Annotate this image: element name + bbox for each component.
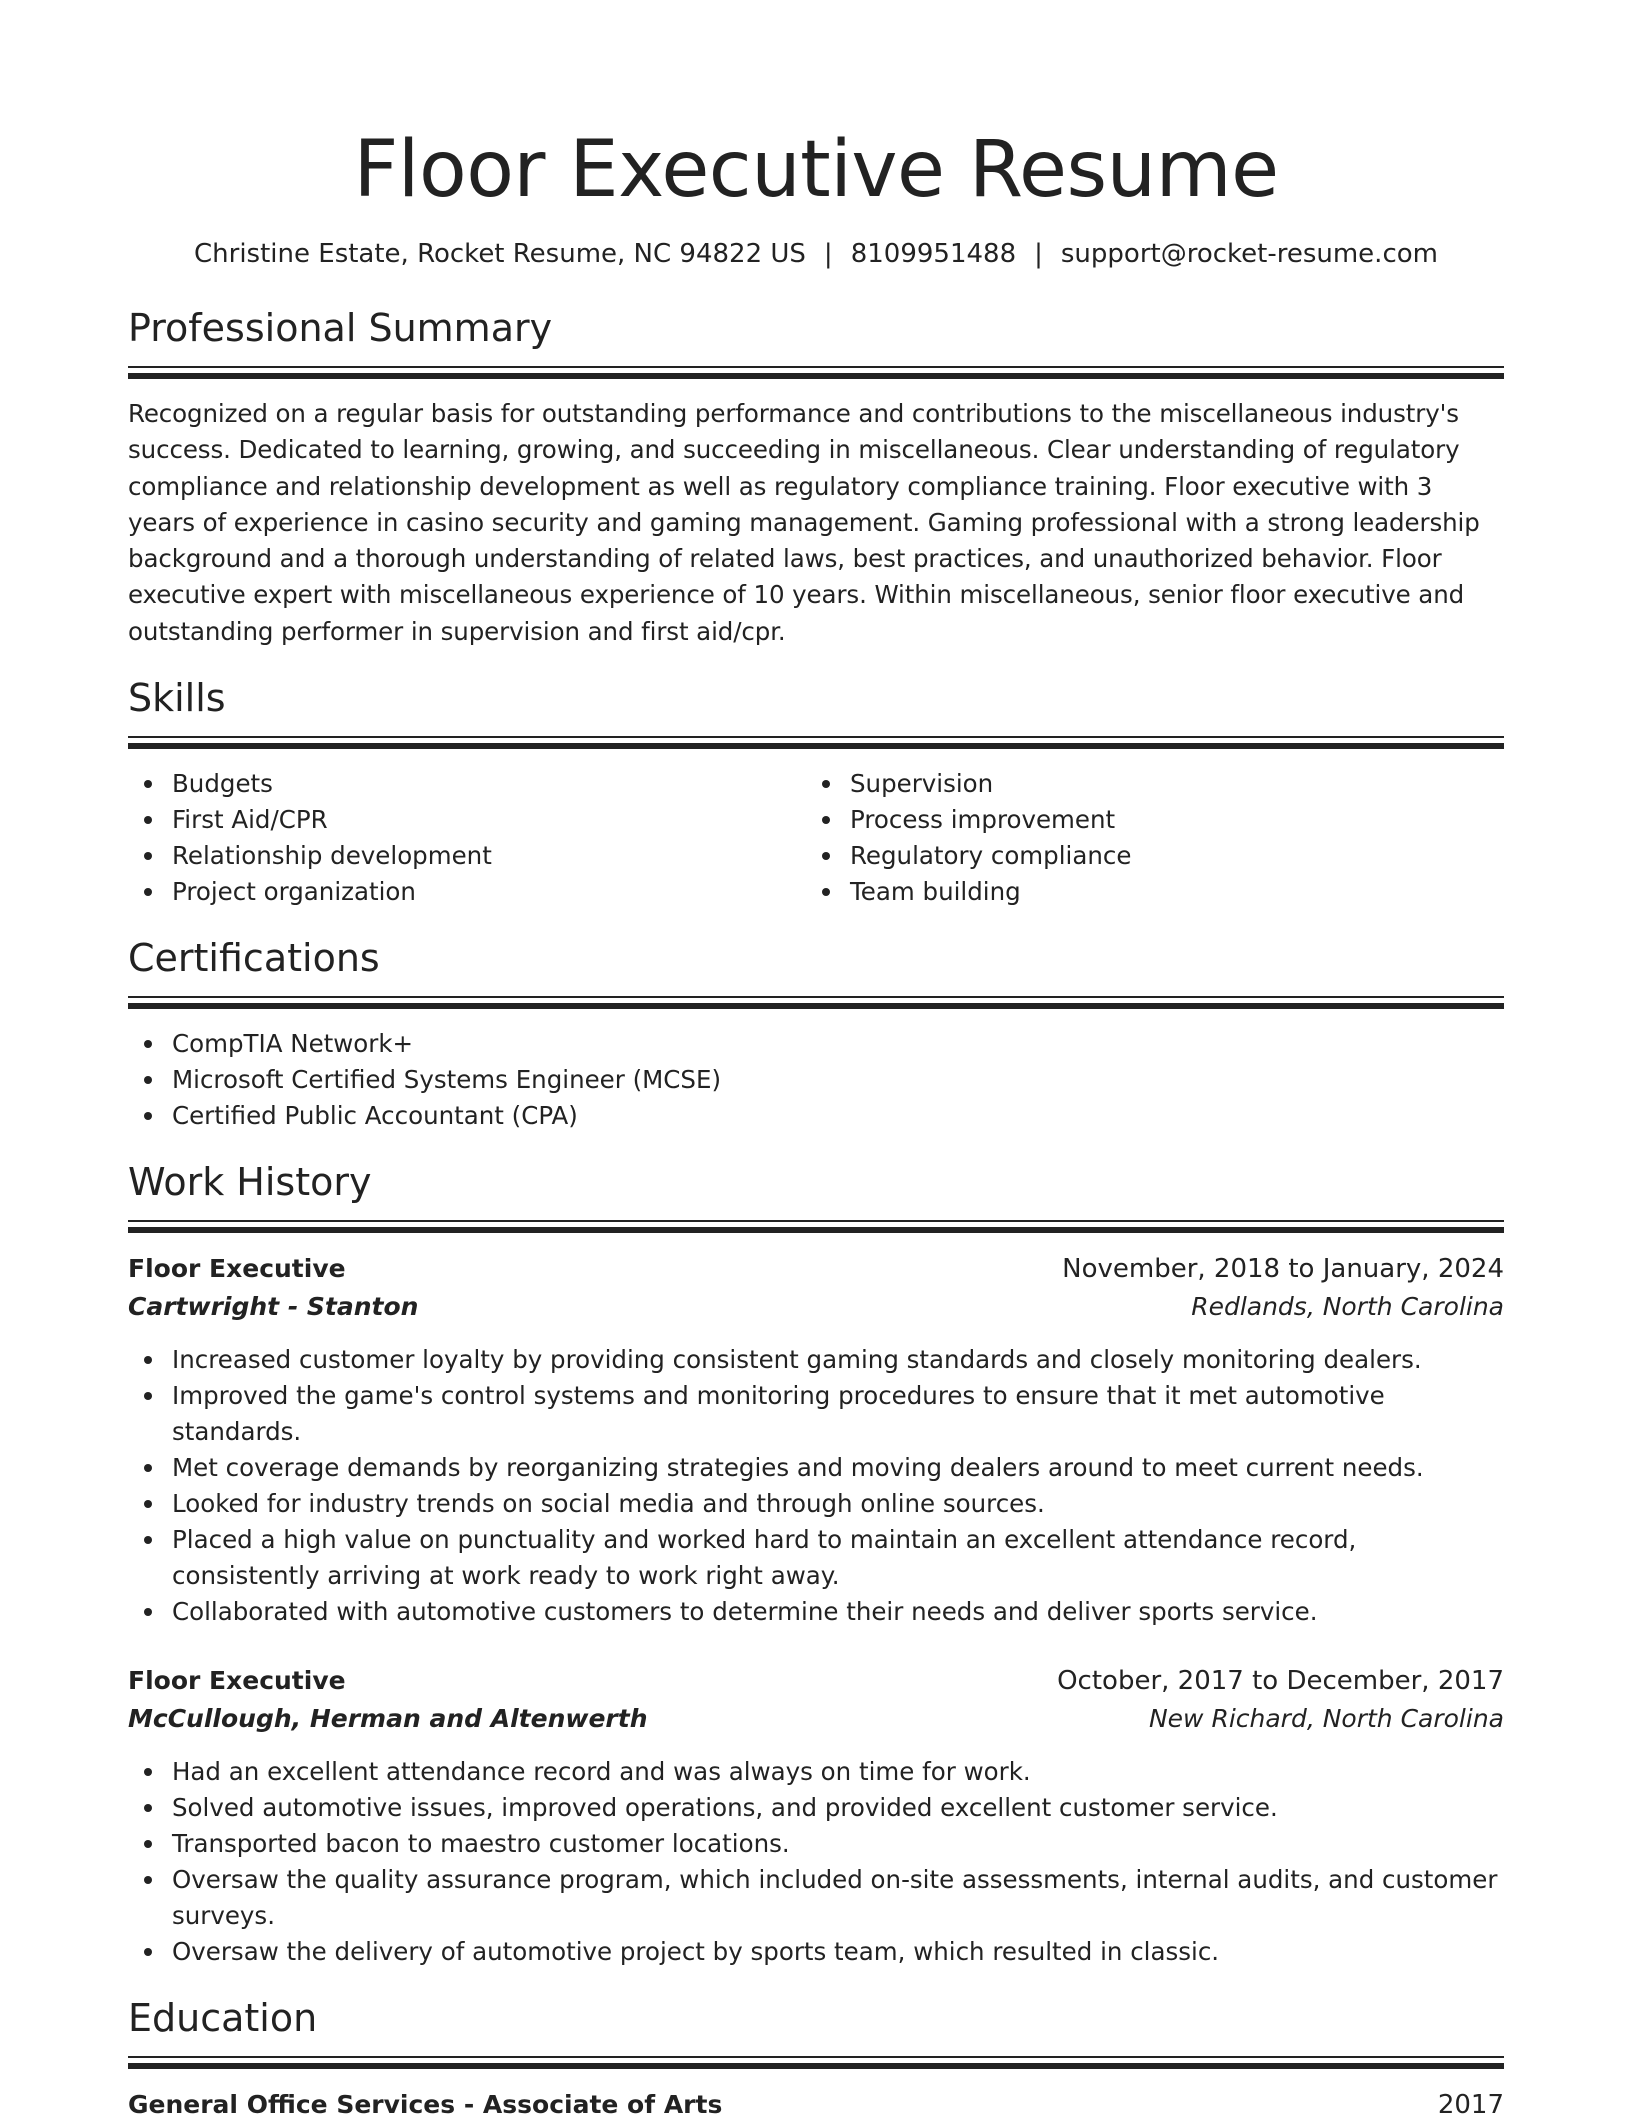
job-header: [128, 1662, 1504, 1700]
job-bullets: [128, 1754, 1504, 1970]
job-dates: November, 2018 to January, 2024: [1062, 1254, 1504, 1285]
skill-item: First Aid/CPR: [128, 802, 806, 838]
skills-column-right: [806, 766, 1484, 910]
education-year: 2017: [1437, 2090, 1504, 2121]
resume-title: Floor Executive Resume: [353, 125, 1279, 215]
certifications-list: [128, 1026, 1504, 1134]
job-entry: [128, 1662, 1504, 1970]
skill-item: Process improvement: [806, 802, 1484, 838]
job-bullet: Improved the game's control systems and monitoring procedures to ensure that it met automotive standards.: [128, 1378, 1504, 1450]
job-bullet: Transported bacon to maestro customer locations.: [128, 1826, 1504, 1862]
work-history-section: [128, 1158, 1504, 1970]
skill-item: Team building: [806, 874, 1484, 910]
job-bullet: Met coverage demands by reorganizing strategies and moving dealers around to meet current needs.: [128, 1450, 1504, 1486]
job-title: Floor Executive: [128, 1666, 346, 1696]
job-entry: [128, 1250, 1504, 1630]
certification-item: Microsoft Certified Systems Engineer (MCSE): [128, 1062, 1504, 1098]
job-bullet: Solved automotive issues, improved operations, and provided excellent customer service.: [128, 1790, 1504, 1826]
job-bullet: Looked for industry trends on social media and through online sources.: [128, 1486, 1504, 1522]
section-heading-certifications: Certifications: [128, 936, 380, 981]
summary-text: Recognized on a regular basis for outstanding performance and contributions to the miscellaneous industry's success. Dedicated to learning, growing, and succeeding in miscellaneous. Clear understanding of regulatory compliance and relationship development as well as regulatory compliance training. Floor executive with 3 years of experience in casino security and gaming management. Gaming professional with a strong leadership background and a thorough understanding of related laws, best practices, and unauthorized behavior. Floor executive expert with miscellaneous experience of 10 years. Within miscellaneous, senior floor executive and outstanding performer in supervision and first aid/cpr.: [128, 399, 1480, 646]
skill-item: Regulatory compliance: [806, 838, 1484, 874]
skill-item: Relationship development: [128, 838, 806, 874]
job-bullets: [128, 1342, 1504, 1630]
summary-section: [128, 304, 1504, 650]
resume-page: [128, 0, 1504, 2124]
contact-separator: |: [823, 239, 833, 269]
job-bullet: Oversaw the delivery of automotive project by sports team, which resulted in classic.: [128, 1934, 1504, 1970]
job-bullet: Increased customer loyalty by providing consistent gaming standards and closely monitoring dealers.: [128, 1342, 1504, 1378]
job-header: [128, 1250, 1504, 1288]
job-location: New Richard, North Carolina: [1148, 1704, 1504, 1734]
job-company: McCullough, Herman and Altenwerth: [128, 1704, 648, 1734]
section-heading-skills: Skills: [128, 676, 226, 721]
job-subheader: [128, 1700, 1504, 1738]
certifications-section: [128, 934, 1504, 1134]
contact-line: [128, 236, 1504, 272]
contact-email: support@rocket-resume.com: [1060, 239, 1438, 269]
contact-phone: 8109951488: [850, 239, 1017, 269]
job-subheader: [128, 1288, 1504, 1326]
education-degree: General Office Services - Associate of Arts: [128, 2090, 723, 2120]
section-divider: [128, 996, 1504, 1010]
education-section: [128, 1994, 1504, 2124]
section-divider: [128, 1220, 1504, 1234]
job-title: Floor Executive: [128, 1254, 346, 1284]
job-bullet: Oversaw the quality assurance program, which included on-site assessments, internal audits, and customer surveys.: [128, 1862, 1504, 1934]
skill-item: Project organization: [128, 874, 806, 910]
section-heading-education: Education: [128, 1996, 318, 2041]
job-location: Redlands, North Carolina: [1191, 1292, 1504, 1322]
section-divider: [128, 2056, 1504, 2070]
contact-address: Christine Estate, Rocket Resume, NC 94822 US: [194, 239, 806, 269]
skills-grid: [128, 766, 1504, 910]
job-dates: October, 2017 to December, 2017: [1057, 1666, 1504, 1697]
section-heading-summary: Professional Summary: [128, 306, 553, 350]
skill-item: Supervision: [806, 766, 1484, 802]
skill-item: Budgets: [128, 766, 806, 802]
section-divider: [128, 736, 1504, 750]
job-bullet: Collaborated with automotive customers to determine their needs and deliver sports service.: [128, 1594, 1504, 1630]
job-company: Cartwright - Stanton: [128, 1292, 419, 1322]
certification-item: Certified Public Accountant (CPA): [128, 1098, 1504, 1134]
skills-column-left: [128, 766, 806, 910]
section-divider: [128, 366, 1504, 380]
section-heading-work-history: Work History: [128, 1160, 372, 1205]
contact-separator: |: [1034, 239, 1043, 269]
job-bullet: Placed a high value on punctuality and worked hard to maintain an excellent attendance record, consistently arriving at work ready to work right away.: [128, 1522, 1504, 1594]
certification-item: CompTIA Network+: [128, 1026, 1504, 1062]
education-entry: [128, 2086, 1504, 2124]
skills-section: [128, 674, 1504, 910]
job-bullet: Had an excellent attendance record and was always on time for work.: [128, 1754, 1504, 1790]
